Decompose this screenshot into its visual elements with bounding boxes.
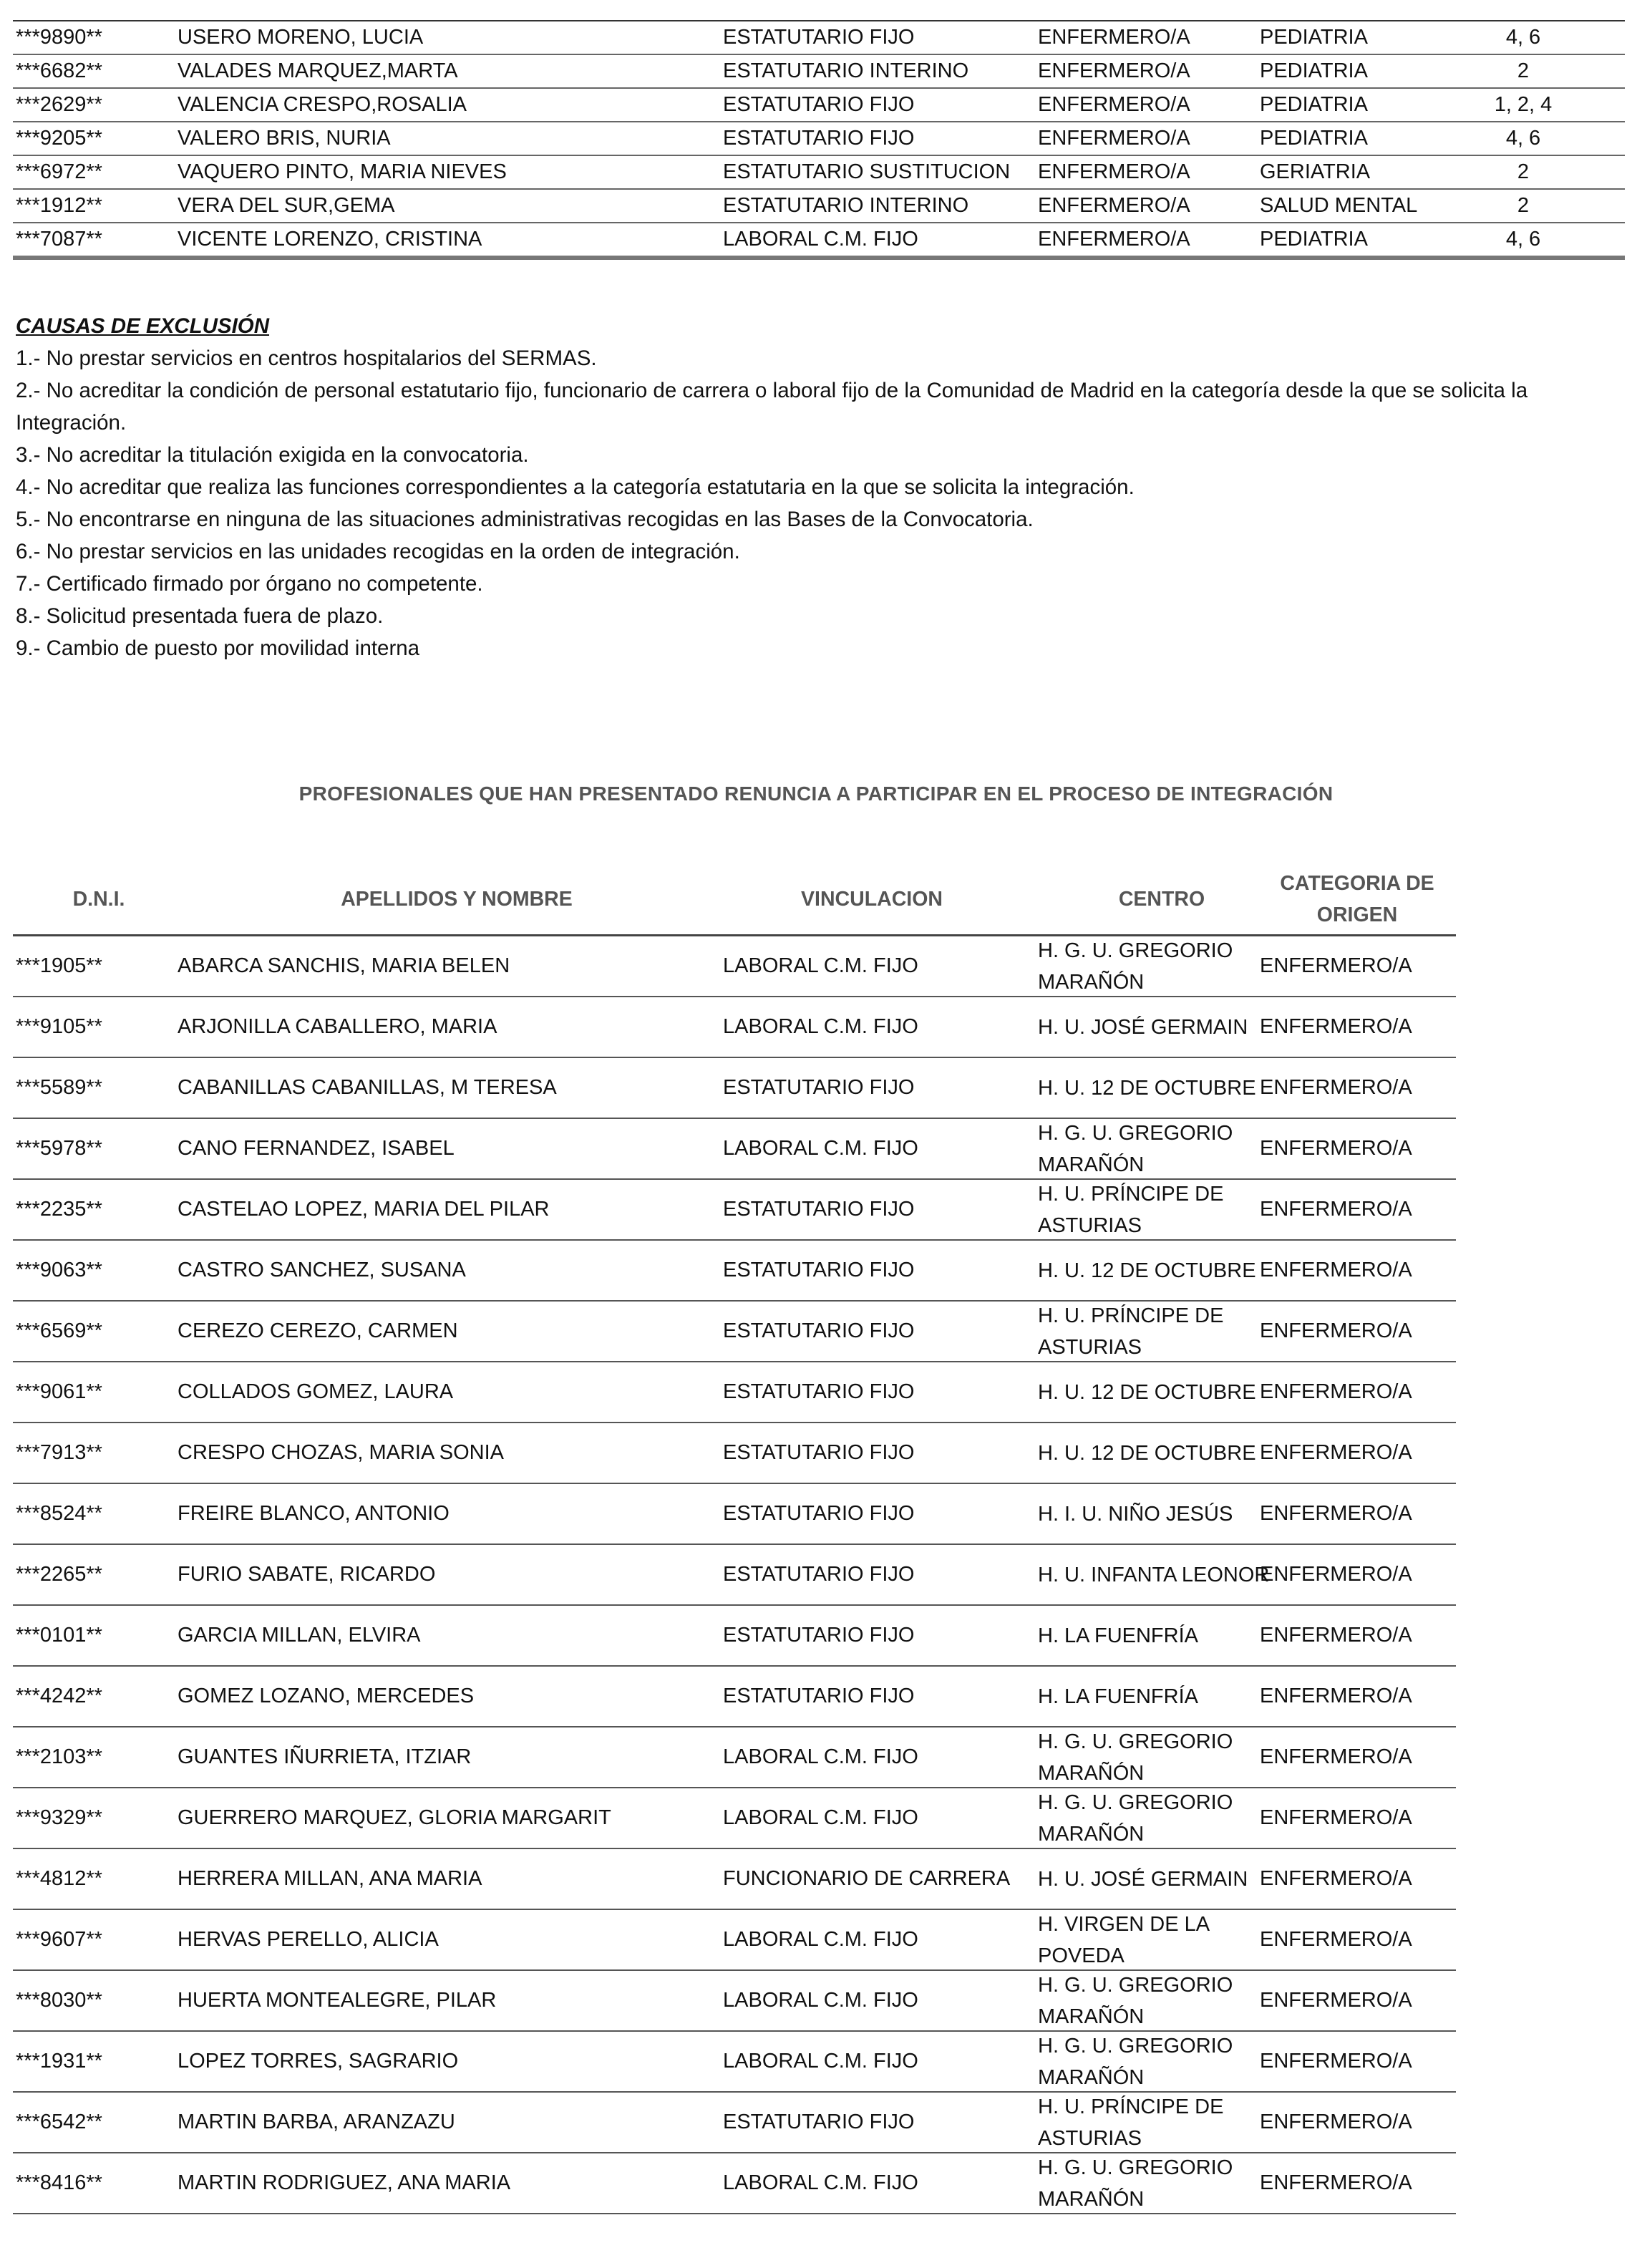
vinculacion-cell: LABORAL C.M. FIJO	[723, 2171, 918, 2194]
table-row	[13, 55, 1625, 89]
excluded-table	[13, 20, 1625, 260]
vinculacion-cell: ESTATUTARIO FIJO	[723, 1259, 915, 1281]
centro-cell: H. G. U. GREGORIO MARAÑÓN	[1038, 1121, 1233, 1176]
centro-cell: H. I. U. NIÑO JESÚS	[1038, 1502, 1233, 1526]
vinculacion-cell: ESTATUTARIO INTERINO	[723, 59, 969, 82]
dni-cell: ***9205**	[16, 127, 102, 150]
dni-cell: ***8524**	[16, 1502, 102, 1525]
table-row	[13, 1241, 1456, 1302]
table-row	[13, 1727, 1456, 1788]
cause-item: 6.- No prestar servicios en las unidades recogidas en la orden de integración.	[16, 540, 740, 563]
name-cell: CEREZO CEREZO, CARMEN	[178, 1319, 458, 1342]
categoria-cell: ENFERMERO/A	[1260, 1198, 1412, 1221]
renuncia-table	[13, 864, 1456, 2214]
table-row	[13, 1119, 1456, 1180]
centro-cell: H. U. JOSÉ GERMAIN	[1038, 1867, 1248, 1891]
unidad-cell: PEDIATRIA	[1260, 228, 1368, 251]
unidad-cell: PEDIATRIA	[1260, 26, 1368, 49]
vinculacion-cell: FUNCIONARIO DE CARRERA	[723, 1867, 1011, 1890]
vinculacion-cell: LABORAL C.M. FIJO	[723, 1745, 918, 1768]
table-row	[13, 1058, 1456, 1119]
vinculacion-cell: ESTATUTARIO FIJO	[723, 1380, 915, 1403]
categoria-cell: ENFERMERO/A	[1260, 1076, 1412, 1099]
name-cell: CRESPO CHOZAS, MARIA SONIA	[178, 1441, 505, 1464]
dni-cell: ***9329**	[16, 1806, 102, 1829]
dni-cell: ***9061**	[16, 1380, 102, 1403]
name-cell: VALERO BRIS, NURIA	[178, 127, 391, 150]
dni-cell: ***6569**	[16, 1319, 102, 1342]
table-row	[13, 1606, 1456, 1667]
dni-cell: ***5978**	[16, 1137, 102, 1160]
categoria-cell: ENFERMERO/A	[1260, 1989, 1412, 2012]
centro-cell: H. G. U. GREGORIO MARAÑÓN	[1038, 2034, 1233, 2089]
renuncia-section-title: PROFESIONALES QUE HAN PRESENTADO RENUNCIA A PARTICIPAR EN EL PROCESO DE INTEGRACIÓN	[298, 782, 1334, 805]
name-cell: HUERTA MONTEALEGRE, PILAR	[178, 1989, 497, 2012]
cause-item: 8.- Solicitud presentada fuera de plazo.	[16, 604, 384, 628]
causa-cell: 2	[1517, 59, 1530, 82]
centro-cell: H. U. 12 DE OCTUBRE	[1038, 1259, 1256, 1282]
causes-title: CAUSAS DE EXCLUSIÓN	[16, 314, 270, 338]
table-row	[13, 122, 1625, 156]
cause-item: 3.- No acreditar la titulación exigida en la convocatoria.	[16, 443, 529, 467]
dni-cell: ***9890**	[16, 26, 102, 49]
header-dni: D.N.I.	[72, 888, 125, 911]
centro-cell: H. U. 12 DE OCTUBRE	[1038, 1076, 1256, 1100]
name-cell: GARCIA MILLAN, ELVIRA	[178, 1624, 421, 1647]
vinculacion-cell: ESTATUTARIO FIJO	[723, 127, 915, 150]
vinculacion-cell: LABORAL C.M. FIJO	[723, 2050, 918, 2073]
table-row	[13, 1788, 1456, 1849]
vinculacion-cell: LABORAL C.M. FIJO	[723, 954, 918, 977]
centro-cell: H. U. PRÍNCIPE DE ASTURIAS	[1038, 2095, 1224, 2150]
header-categoria	[1258, 864, 1456, 934]
table-header	[13, 864, 1456, 936]
dni-cell: ***9105**	[16, 1015, 102, 1038]
vinculacion-cell: ESTATUTARIO FIJO	[723, 1319, 915, 1342]
name-cell: USERO MORENO, LUCIA	[178, 26, 424, 49]
header-centro: CENTRO	[1118, 888, 1205, 911]
vinculacion-cell: LABORAL C.M. FIJO	[723, 1806, 918, 1829]
vinculacion-cell: ESTATUTARIO FIJO	[723, 2110, 915, 2133]
dni-cell: ***6682**	[16, 59, 102, 82]
name-cell: VERA DEL SUR,GEMA	[178, 194, 395, 217]
vinculacion-cell: ESTATUTARIO FIJO	[723, 1624, 915, 1647]
categoria-cell: ENFERMERO/A	[1038, 93, 1190, 116]
dni-cell: ***2629**	[16, 93, 102, 116]
causa-cell: 4, 6	[1505, 127, 1541, 150]
dni-cell: ***1905**	[16, 954, 102, 977]
cause-item: 7.- Certificado firmado por órgano no competente.	[16, 572, 483, 596]
unidad-cell: PEDIATRIA	[1260, 59, 1368, 82]
vinculacion-cell: LABORAL C.M. FIJO	[723, 1928, 918, 1951]
table-row	[13, 1971, 1456, 2032]
header-categoria-line2: ORIGEN	[1316, 903, 1398, 926]
name-cell: HERVAS PERELLO, ALICIA	[178, 1928, 439, 1951]
dni-cell: ***2265**	[16, 1563, 102, 1586]
name-cell: CABANILLAS CABANILLAS, M TERESA	[178, 1076, 557, 1099]
table-row	[13, 997, 1456, 1058]
name-cell: CANO FERNANDEZ, ISABEL	[178, 1137, 455, 1160]
dni-cell: ***0101**	[16, 1624, 102, 1647]
categoria-cell: ENFERMERO/A	[1260, 1319, 1412, 1342]
centro-cell: H. U. INFANTA LEONOR	[1038, 1563, 1270, 1586]
dni-cell: ***1931**	[16, 2050, 102, 2073]
name-cell: GUERRERO MARQUEZ, GLORIA MARGARIT	[178, 1806, 611, 1829]
categoria-cell: ENFERMERO/A	[1260, 1441, 1412, 1464]
unidad-cell: SALUD MENTAL	[1260, 194, 1418, 217]
centro-cell: H. G. U. GREGORIO MARAÑÓN	[1038, 1730, 1233, 1785]
unidad-cell: PEDIATRIA	[1260, 127, 1368, 150]
table-row	[13, 89, 1625, 122]
causa-cell: 4, 6	[1505, 228, 1541, 251]
dni-cell: ***5589**	[16, 1076, 102, 1099]
vinculacion-cell: ESTATUTARIO FIJO	[723, 1441, 915, 1464]
name-cell: MARTIN RODRIGUEZ, ANA MARIA	[178, 2171, 511, 2194]
centro-cell: H. U. 12 DE OCTUBRE	[1038, 1441, 1256, 1465]
table-row	[13, 190, 1625, 223]
exclusion-causes	[16, 310, 1619, 664]
table-body	[13, 936, 1456, 2214]
dni-cell: ***9607**	[16, 1928, 102, 1951]
table-row	[13, 936, 1456, 997]
categoria-cell: ENFERMERO/A	[1260, 1015, 1412, 1038]
unidad-cell: GERIATRIA	[1260, 160, 1371, 183]
vinculacion-cell: LABORAL C.M. FIJO	[723, 1989, 918, 2012]
dni-cell: ***4812**	[16, 1867, 102, 1890]
centro-cell: H. G. U. GREGORIO MARAÑÓN	[1038, 1973, 1233, 2028]
dni-cell: ***2235**	[16, 1198, 102, 1221]
table-row	[13, 1849, 1456, 1910]
dni-cell: ***1912**	[16, 194, 102, 217]
name-cell: ARJONILLA CABALLERO, MARIA	[178, 1015, 497, 1038]
centro-cell: H. U. PRÍNCIPE DE ASTURIAS	[1038, 1304, 1224, 1359]
table-row	[13, 2153, 1456, 2214]
table-row	[13, 1484, 1456, 1545]
name-cell: VICENTE LORENZO, CRISTINA	[178, 228, 482, 251]
categoria-cell: ENFERMERO/A	[1038, 194, 1190, 217]
categoria-cell: ENFERMERO/A	[1260, 2171, 1412, 2194]
vinculacion-cell: ESTATUTARIO FIJO	[723, 93, 915, 116]
centro-cell: H. G. U. GREGORIO MARAÑÓN	[1038, 939, 1233, 994]
name-cell: ABARCA SANCHIS, MARIA BELEN	[178, 954, 510, 977]
dni-cell: ***7913**	[16, 1441, 102, 1464]
categoria-cell: ENFERMERO/A	[1260, 1259, 1412, 1281]
categoria-cell: ENFERMERO/A	[1260, 1867, 1412, 1890]
name-cell: FREIRE BLANCO, ANTONIO	[178, 1502, 450, 1525]
name-cell: VAQUERO PINTO, MARIA NIEVES	[178, 160, 507, 183]
categoria-cell: ENFERMERO/A	[1260, 1928, 1412, 1951]
name-cell: FURIO SABATE, RICARDO	[178, 1563, 436, 1586]
dni-cell: ***7087**	[16, 228, 102, 251]
categoria-cell: ENFERMERO/A	[1038, 160, 1190, 183]
vinculacion-cell: LABORAL C.M. FIJO	[723, 1137, 918, 1160]
categoria-cell: ENFERMERO/A	[1260, 1685, 1412, 1707]
vinculacion-cell: ESTATUTARIO FIJO	[723, 1198, 915, 1221]
categoria-cell: ENFERMERO/A	[1260, 1563, 1412, 1586]
centro-cell: H. G. U. GREGORIO MARAÑÓN	[1038, 1790, 1233, 1846]
unidad-cell: PEDIATRIA	[1260, 93, 1368, 116]
categoria-cell: ENFERMERO/A	[1260, 1502, 1412, 1525]
dni-cell: ***8030**	[16, 1989, 102, 2012]
cause-item: 5.- No encontrarse en ninguna de las situaciones administrativas recogidas en las Bases de la Convocatoria.	[16, 508, 1034, 531]
name-cell: VALENCIA CRESPO,ROSALIA	[178, 93, 467, 116]
categoria-cell: ENFERMERO/A	[1260, 1380, 1412, 1403]
table-row	[13, 1910, 1456, 1971]
categoria-cell: ENFERMERO/A	[1260, 2050, 1412, 2073]
table-row	[13, 1362, 1456, 1423]
causes-list	[16, 342, 1619, 664]
causa-cell: 1, 2, 4	[1494, 93, 1553, 116]
name-cell: CASTELAO LOPEZ, MARIA DEL PILAR	[178, 1198, 550, 1221]
table-row	[13, 223, 1625, 260]
table-row	[13, 21, 1625, 55]
name-cell: GOMEZ LOZANO, MERCEDES	[178, 1685, 475, 1707]
dni-cell: ***6972**	[16, 160, 102, 183]
categoria-cell: ENFERMERO/A	[1260, 1745, 1412, 1768]
table-row	[13, 2093, 1456, 2153]
name-cell: MARTIN BARBA, ARANZAZU	[178, 2110, 455, 2133]
vinculacion-cell: LABORAL C.M. FIJO	[723, 228, 918, 251]
dni-cell: ***9063**	[16, 1259, 102, 1281]
name-cell: VALADES MARQUEZ,MARTA	[178, 59, 458, 82]
name-cell: COLLADOS GOMEZ, LAURA	[178, 1380, 454, 1403]
name-cell: CASTRO SANCHEZ, SUSANA	[178, 1259, 466, 1281]
dni-cell: ***2103**	[16, 1745, 102, 1768]
categoria-cell: ENFERMERO/A	[1038, 228, 1190, 251]
name-cell: HERRERA MILLAN, ANA MARIA	[178, 1867, 482, 1890]
table-row	[13, 1180, 1456, 1241]
categoria-cell: ENFERMERO/A	[1038, 59, 1190, 82]
table-row	[13, 1302, 1456, 1362]
categoria-cell: ENFERMERO/A	[1260, 2110, 1412, 2133]
vinculacion-cell: ESTATUTARIO FIJO	[723, 1076, 915, 1099]
cause-item: 9.- Cambio de puesto por movilidad interna	[16, 636, 420, 660]
centro-cell: H. G. U. GREGORIO MARAÑÓN	[1038, 2156, 1233, 2211]
table-row	[13, 1423, 1456, 1484]
vinculacion-cell: ESTATUTARIO INTERINO	[723, 194, 969, 217]
table-row	[13, 2032, 1456, 2093]
dni-cell: ***6542**	[16, 2110, 102, 2133]
vinculacion-cell: ESTATUTARIO FIJO	[723, 1563, 915, 1586]
vinculacion-cell: ESTATUTARIO FIJO	[723, 26, 915, 49]
table-row	[13, 156, 1625, 190]
vinculacion-cell: ESTATUTARIO SUSTITUCION	[723, 160, 1011, 183]
table-row	[13, 1545, 1456, 1606]
name-cell: GUANTES IÑURRIETA, ITZIAR	[178, 1745, 472, 1768]
vinculacion-cell: ESTATUTARIO FIJO	[723, 1502, 915, 1525]
centro-cell: H. LA FUENFRÍA	[1038, 1624, 1198, 1647]
cause-item: 4.- No acreditar que realiza las funciones correspondientes a la categoría estatutaria en la que se solicita la integración.	[16, 475, 1135, 499]
vinculacion-cell: ESTATUTARIO FIJO	[723, 1685, 915, 1707]
categoria-cell: ENFERMERO/A	[1260, 954, 1412, 977]
centro-cell: H. U. PRÍNCIPE DE ASTURIAS	[1038, 1182, 1224, 1237]
causa-cell: 2	[1517, 160, 1530, 183]
cause-item: 2.- No acreditar la condición de personal estatutario fijo, funcionario de carrera o laboral fijo de la Comunidad de Madrid en la categoría desde la que se solicita la Integración.	[16, 379, 1528, 435]
categoria-cell: ENFERMERO/A	[1260, 1624, 1412, 1647]
header-name: APELLIDOS Y NOMBRE	[341, 888, 573, 911]
centro-cell: H. LA FUENFRÍA	[1038, 1685, 1198, 1708]
dni-cell: ***4242**	[16, 1685, 102, 1707]
centro-cell: H. U. 12 DE OCTUBRE	[1038, 1380, 1256, 1404]
table-row	[13, 1667, 1456, 1727]
categoria-cell: ENFERMERO/A	[1038, 26, 1190, 49]
centro-cell: H. U. JOSÉ GERMAIN	[1038, 1015, 1248, 1039]
header-vinculacion: VINCULACION	[801, 888, 943, 911]
vinculacion-cell: LABORAL C.M. FIJO	[723, 1015, 918, 1038]
categoria-cell: ENFERMERO/A	[1038, 127, 1190, 150]
causa-cell: 4, 6	[1505, 26, 1541, 49]
categoria-cell: ENFERMERO/A	[1260, 1137, 1412, 1160]
header-categoria-line1: CATEGORIA DE	[1280, 872, 1434, 895]
cause-item: 1.- No prestar servicios en centros hospitalarios del SERMAS.	[16, 346, 597, 370]
name-cell: LOPEZ TORRES, SAGRARIO	[178, 2050, 459, 2073]
dni-cell: ***8416**	[16, 2171, 102, 2194]
causa-cell: 2	[1517, 194, 1530, 217]
centro-cell: H. VIRGEN DE LA POVEDA	[1038, 1912, 1209, 1967]
categoria-cell: ENFERMERO/A	[1260, 1806, 1412, 1829]
